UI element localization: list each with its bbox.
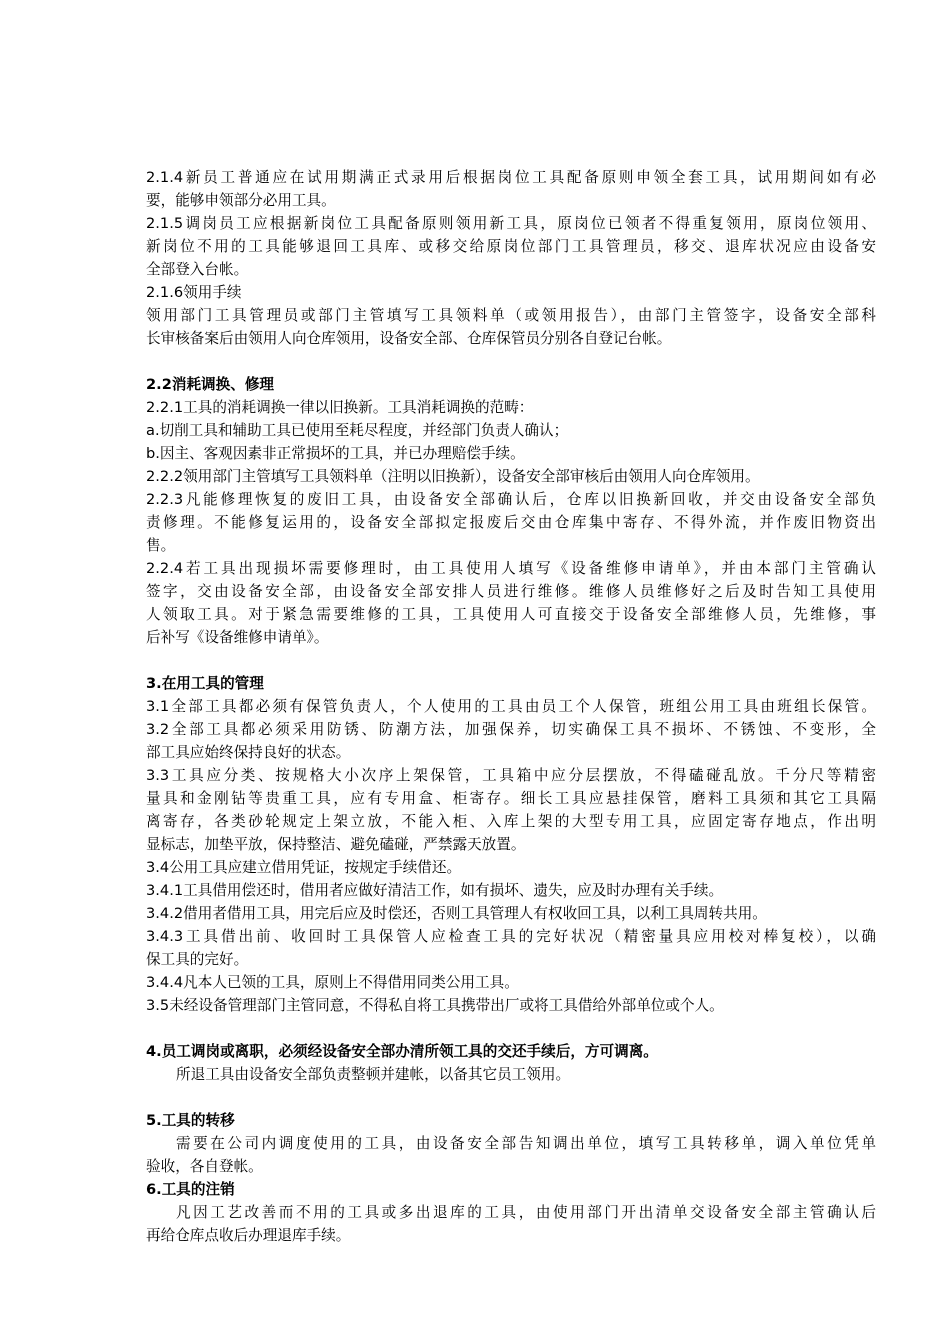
- text-line: 2.2.3凡能修理恢复的废旧工具，由设备安全部确认后，仓库以旧换新回收，并交由设备安全部负: [146, 491, 876, 508]
- text-line: 验收，各自登帐。: [146, 1158, 263, 1175]
- text-line: 3.4.3工具借出前、收回时工具保管人应检查工具的完好状况（精密量具应用校对棒复校），以确: [146, 928, 876, 945]
- text-line: 再给仓库点收后办理退库手续。: [146, 1227, 351, 1244]
- paragraph-spacer: [146, 649, 876, 672]
- text-line: 显标志，加垫平放，保持整洁、避免磕碰，严禁露天放置。: [146, 836, 526, 853]
- text-line: 3.4.2借用者借用工具，用完后应及时偿还，否则工具管理人有权收回工具，以利工具周转共用。: [146, 905, 767, 922]
- text-line: 售。: [146, 537, 176, 554]
- text-line: b.因主、客观因素非正常损坏的工具，并已办理赔偿手续。: [146, 445, 525, 462]
- text-line: 3.4公用工具应建立借用凭证，按规定手续借还。: [146, 859, 462, 876]
- text-line: 离寄存，各类砂轮规定上架立放，不能入柜、入库上架的大型专用工具，应固定寄存地点，作出明: [146, 813, 876, 830]
- text-line: 后补写《设备维修申请单》。: [146, 629, 329, 646]
- text-line: 2.1.5调岗员工应根据新岗位工具配备原则领用新工具，原岗位已领者不得重复领用，原岗位领用、: [146, 215, 876, 232]
- document-page: [146, 166, 876, 1247]
- text-line: 2.1.6领用手续: [146, 284, 242, 301]
- text-line: 3.5未经设备管理部门主管同意，不得私自将工具携带出厂或将工具借给外部单位或个人。: [146, 997, 724, 1014]
- text-line: a.切削工具和辅助工具已使用至耗尽程度，并经部门负责人确认；: [146, 422, 569, 439]
- section-heading: 6.工具的注销: [146, 1181, 235, 1198]
- text-line: 要，能够申领部分必用工具。: [146, 192, 336, 209]
- text-line: 2.2.2领用部门主管填写工具领料单（注明以旧换新），设备安全部审核后由领用人向仓库领用。: [146, 468, 760, 485]
- text-line: 保工具的完好。: [146, 951, 249, 968]
- text-line: 全部登入台帐。: [146, 261, 249, 278]
- section-heading: 4.员工调岗或离职，必须经设备安全部办清所领工具的交还手续后，方可调离。: [146, 1043, 658, 1060]
- text-line: 3.4.4凡本人已领的工具，原则上不得借用同类公用工具。: [146, 974, 519, 991]
- section-heading: 2.2消耗调换、修理: [146, 376, 275, 393]
- section-heading: 5.工具的转移: [146, 1112, 235, 1129]
- section-heading: 3.在用工具的管理: [146, 675, 264, 692]
- text-line: 2.1.4新员工普通应在试用期满正式录用后根据岗位工具配备原则申领全套工具，试用期间如有必: [146, 169, 876, 186]
- text-line: 凡因工艺改善而不用的工具或多出退库的工具，由使用部门开出清单交设备安全部主管确认后: [176, 1204, 876, 1221]
- text-line: 需要在公司内调度使用的工具，由设备安全部告知调出单位，填写工具转移单，调入单位凭单: [176, 1135, 876, 1152]
- paragraph-spacer: [146, 350, 876, 373]
- text-line: 3.1全部工具都必须有保管负责人，个人使用的工具由员工个人保管，班组公用工具由班组长保管。: [146, 698, 876, 715]
- text-line: 部工具应始终保持良好的状态。: [146, 744, 351, 761]
- text-line: 长审核备案后由领用人向仓库领用，设备安全部、仓库保管员分别各自登记台帐。: [146, 330, 672, 347]
- text-line: 量具和金刚钻等贵重工具，应有专用盒、柜寄存。细长工具应悬挂保管，磨料工具须和其它工具隔: [146, 790, 876, 807]
- text-line: 责修理。不能修复运用的，设备安全部拟定报废后交由仓库集中寄存、不得外流，并作废旧物资出: [146, 514, 876, 531]
- text-line: 人领取工具。对于紧急需要维修的工具，工具使用人可直接交于设备安全部维修人员，先维修，事: [146, 606, 876, 623]
- paragraph-spacer: [146, 1017, 876, 1040]
- text-line: 签字，交由设备安全部，由设备安全部安排人员进行维修。维修人员维修好之后及时告知工具使用: [146, 583, 876, 600]
- text-line: 3.3工具应分类、按规格大小次序上架保管，工具箱中应分层摆放，不得磕碰乱放。千分尺等精密: [146, 767, 876, 784]
- text-line: 3.4.1工具借用偿还时，借用者应做好清洁工作，如有损坏、遗失，应及时办理有关手续。: [146, 882, 724, 899]
- text-line: 3.2全部工具都必须采用防锈、防潮方法，加强保养，切实确保工具不损坏、不锈蚀、不变形，全: [146, 721, 876, 738]
- text-line: 新岗位不用的工具能够退回工具库、或移交给原岗位部门工具管理员，移交、退库状况应由设备安: [146, 238, 876, 255]
- paragraph-spacer: [146, 1086, 876, 1109]
- text-line: 所退工具由设备安全部负责整顿并建帐，以备其它员工领用。: [176, 1066, 571, 1083]
- text-line: 2.2.1工具的消耗调换一律以旧换新。工具消耗调换的范畴：: [146, 399, 534, 416]
- text-line: 2.2.4若工具出现损坏需要修理时，由工具使用人填写《设备维修申请单》，并由本部门主管确认: [146, 560, 876, 577]
- text-line: 领用部门工具管理员或部门主管填写工具领料单（或领用报告），由部门主管签字，设备安全部科: [146, 307, 876, 324]
